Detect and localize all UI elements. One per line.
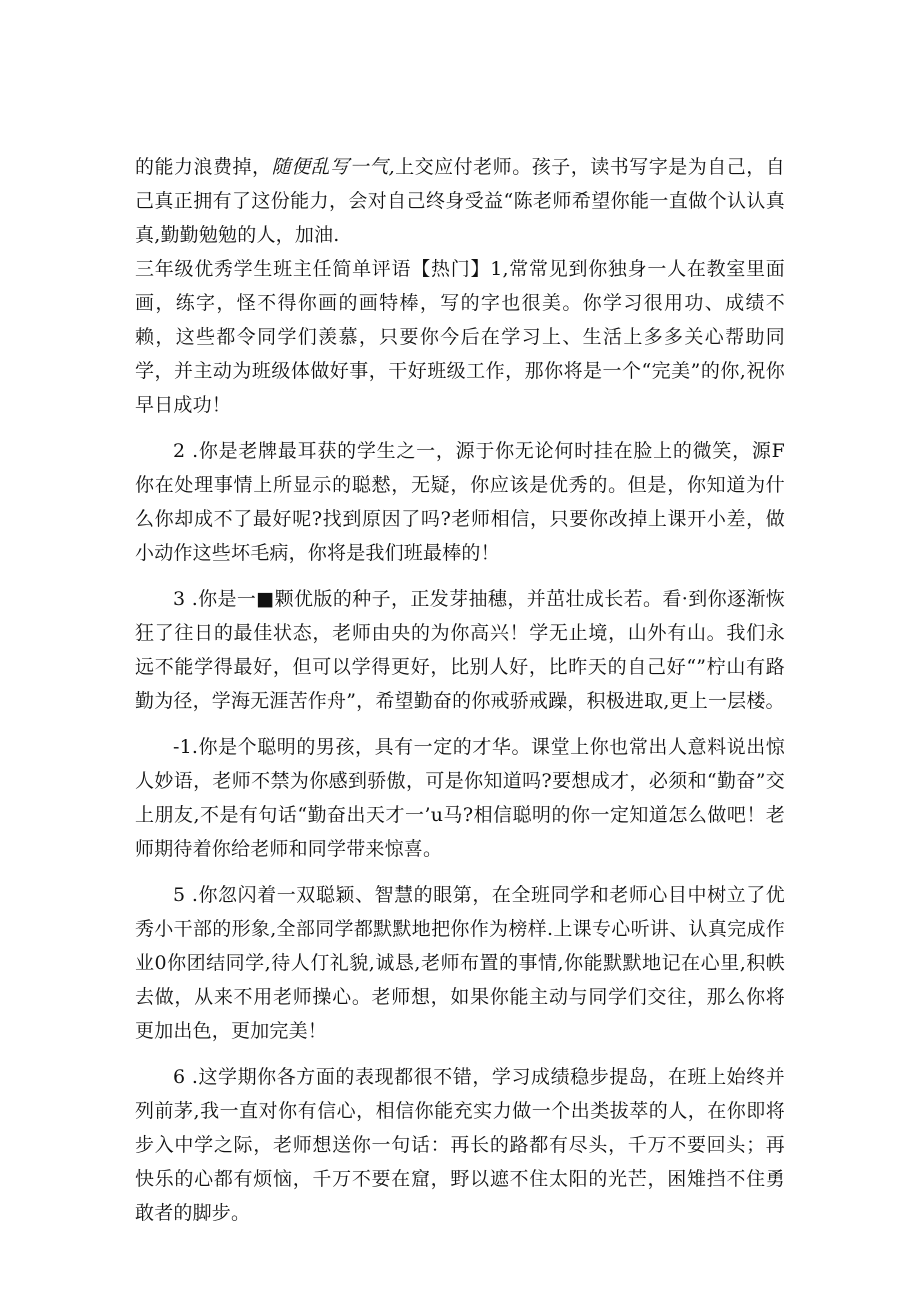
section-heading-paragraph: 三年级优秀学生班主任简单评语【热门】1,常常见到你独身一人在教室里面画，练字，怪不得你画的画特棒，写的字也很美。你学习很用功、成绩不赖，这些都令同学们羡慕，只要你今后在学习上、生活上多多关心帮助同学，并主动为班级体做好事，干好班级工作，那你将是一个“完美”的你,祝你早日成功！ (135, 258, 785, 416)
comment-paragraph-5: 5 .你忽闪着一双聪颖、智慧的眼第，在全班同学和老师心目中树立了优秀小干部的形象,全部同学都默默地把你作为榜样.上课专心听讲、认真完成作业0你团结同学,待人仃礼貌,诚恳,老师布置的事情,你能默默地记在心里,积帙去做，从来不用老师操心。老师想，如果你能主动与同学们交往，那么你将更加出色，更加完美！ (135, 884, 785, 1042)
intro-text-end: 上交应付老师。孩子，读书写字是为自己，自己真正拥有了这份能力，会对自己终身受益“陈老师希望你能一直做个认认真真,勤勤勉勉的人，加油. (135, 156, 785, 246)
comment-paragraph-3: 3 .你是一■颗优版的种子，正发芽抽穗，并茁壮成长若。看·到你逐渐恢狂了往日的最佳状态，老师由央的为你高兴！学无止境，山外有山。我们永远不能学得最好，但可以学得更好，比别人好，比昨天的自己好“”柠山有路勤为径，学海无涯苦作舟”，希望勤奋的你戒骄戒躁，积极进取,更上一层楼。 (135, 588, 785, 712)
comment-paragraph-6: 6 .这学期你各方面的表现都很不错，学习成绩稳步提岛，在班上始终并列前茅,我一直对你有信心，相信你能充实力做一个出类拔萃的人，在你即将步入中学之际，老师想送你一句话：再长的路都有尽头，千万不要回头；再快乐的心都有烦恼，千万不要在窟，野以遮不住太阳的光芒，困雉挡不住勇敢者的脚步。 (135, 1066, 785, 1224)
comment-paragraph-2: 2 .你是老牌最耳获的学生之一，源于你无论何时挂在脸上的微笑，源F你在处理事情上所显示的聪慭，无疑，你应该是优秀的。但是，你知道为什么你却成不了最好呢?找到原因了吗?老师相信，只要你改掉上课开小差，做小动作这些坏毛病，你将是我们班最棒的！ (135, 440, 785, 564)
comment-paragraph-4: -1.你是个聪明的男孩，具有一定的才华。课堂上你也常出人意料说出惊人妙语，老师不禁为你感到骄傲，可是你知道吗?要想成才，必须和“勤奋”交上朋友,不是有句话“勤奋出天才一’u马?相信聪明的你一定知道怎么做吧！老师期待着你给老师和同学带来惊喜。 (135, 736, 785, 860)
intro-text-start: 的能力浪费掉， (135, 156, 272, 178)
intro-text-italic: 随便乱写一气, (271, 156, 395, 178)
intro-paragraph (135, 150, 785, 252)
document-body (135, 150, 785, 1230)
